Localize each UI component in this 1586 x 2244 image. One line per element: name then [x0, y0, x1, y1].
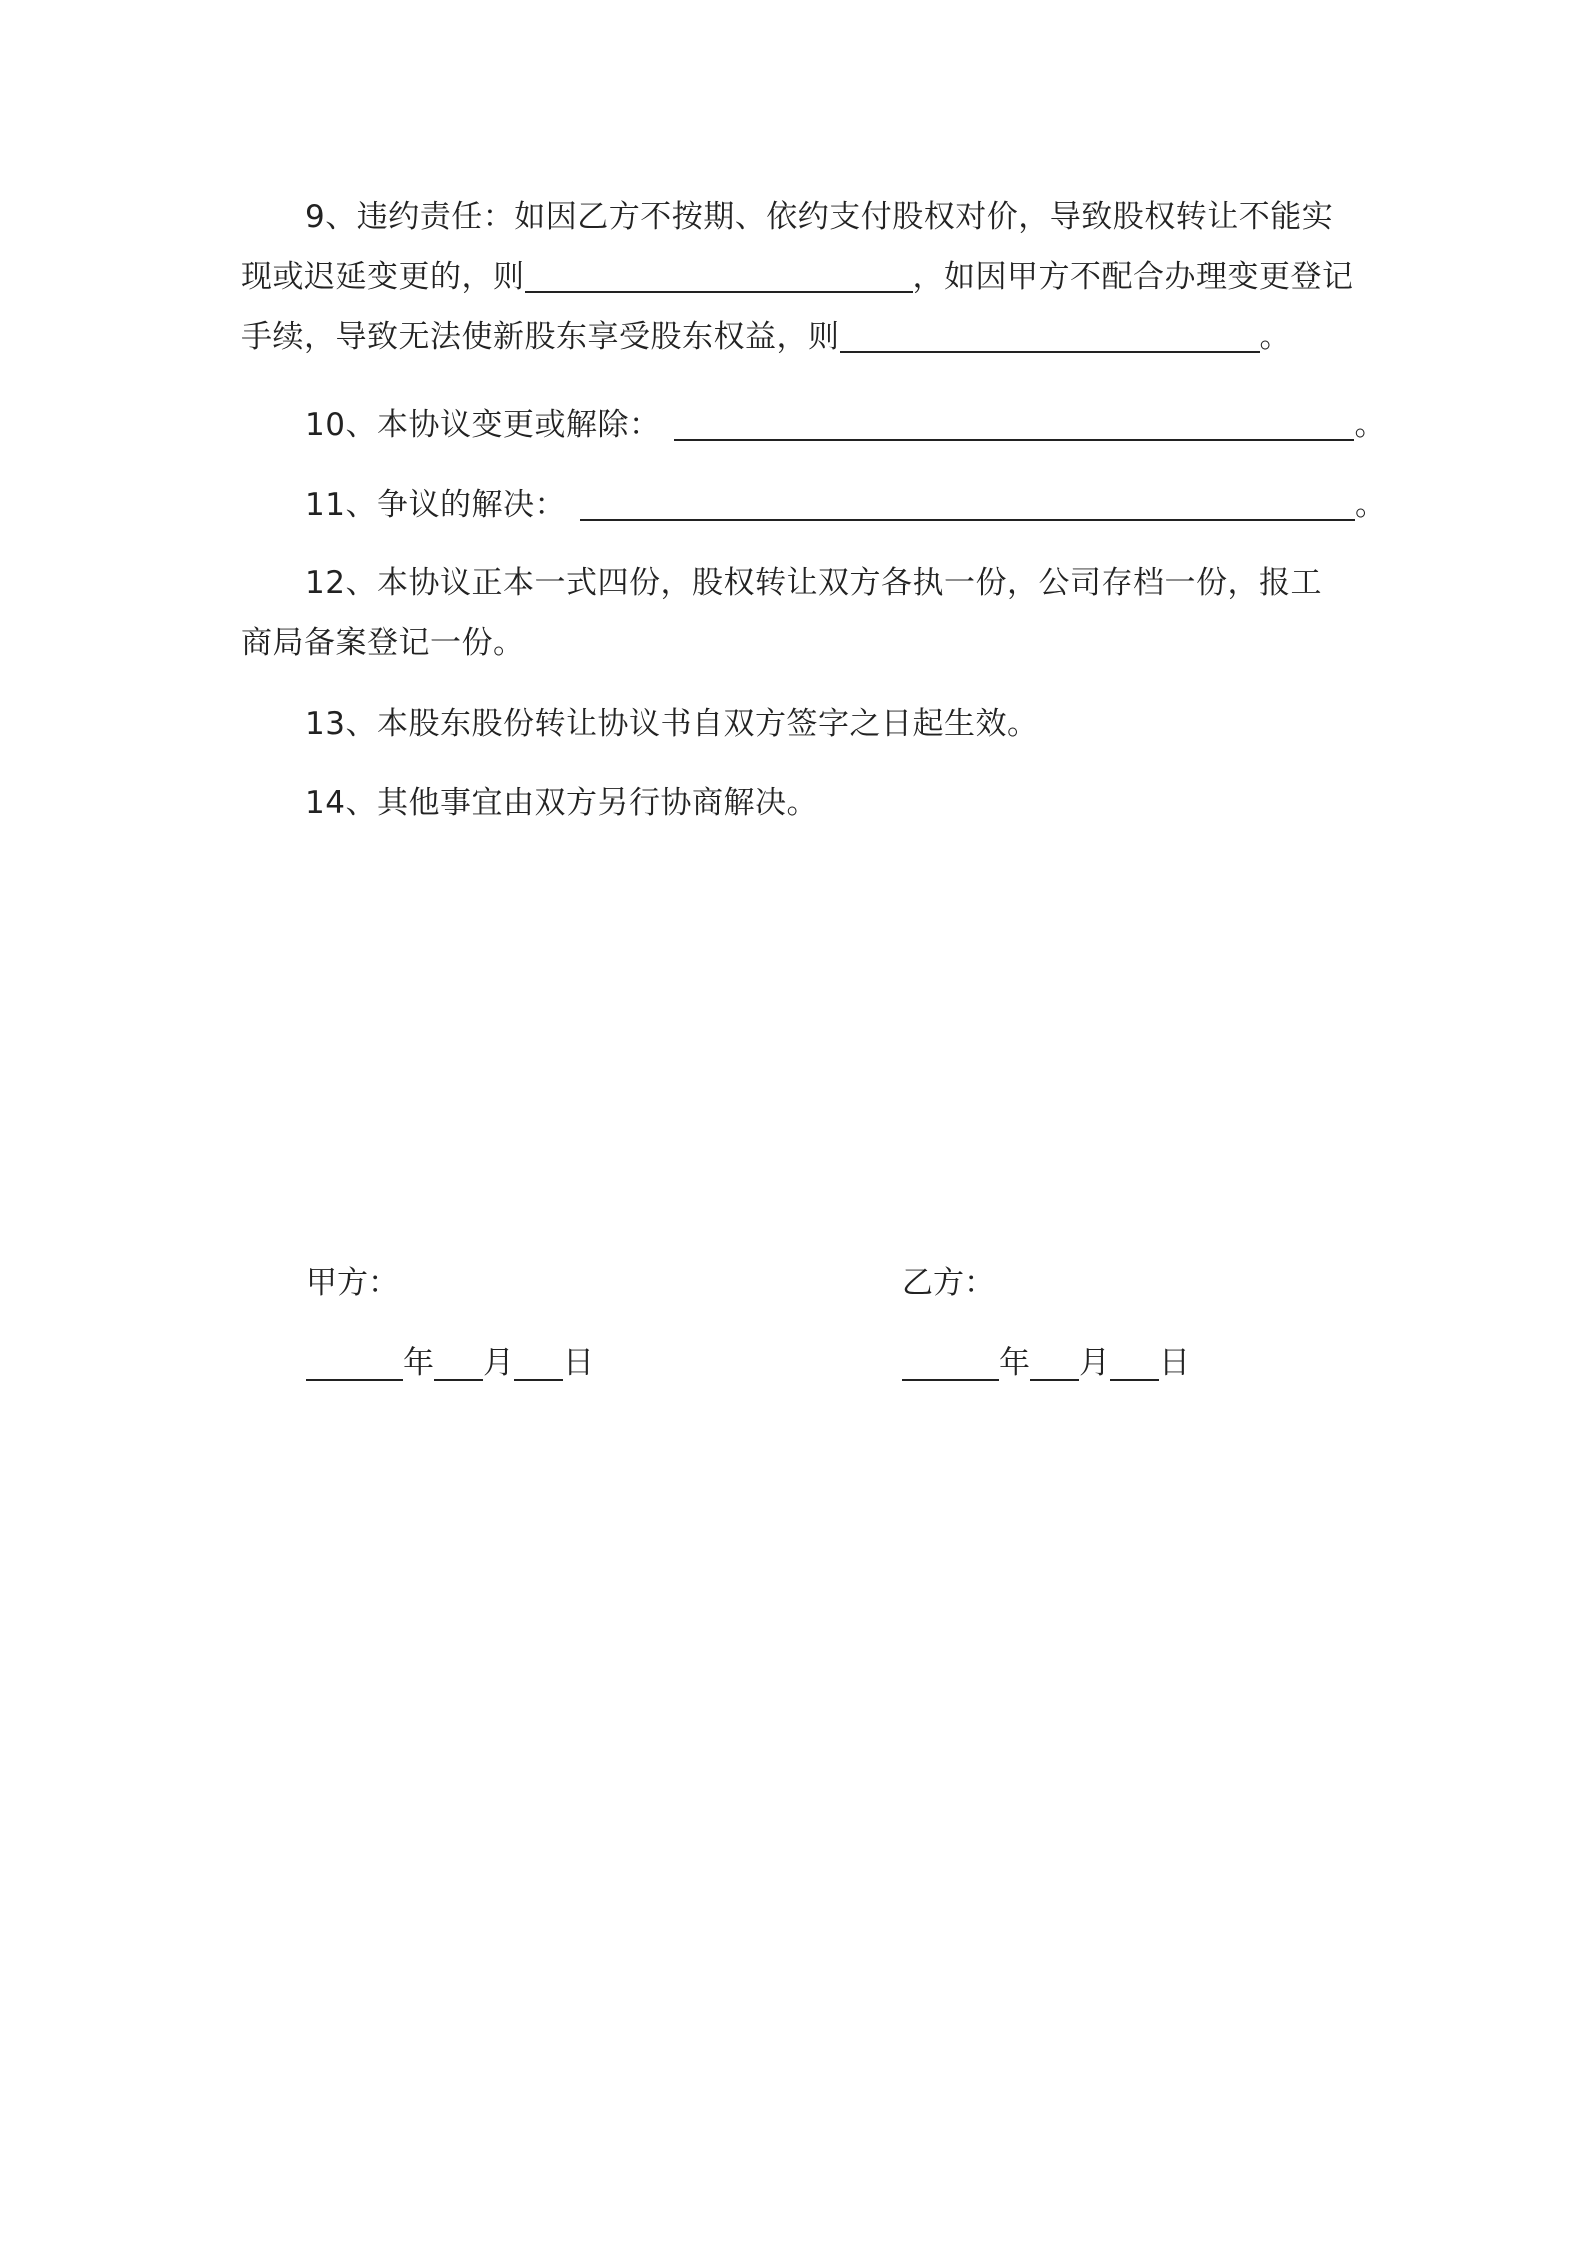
- clause-12-line-1: [305, 553, 1322, 613]
- party-a-label: [306, 1258, 399, 1308]
- clause-12-text-1: 12、本协议正本一式四份，股权转让双方各执一份，公司存档一份，报工: [305, 565, 1322, 601]
- party-a-month-blank[interactable]: [434, 1345, 483, 1381]
- clause-13-text: 13、本股东股份转让协议书自双方签字之日起生效。: [305, 706, 1039, 742]
- clause-10-end: 。: [1354, 407, 1386, 443]
- clause-9-line-2: [241, 247, 1354, 307]
- party-a-date: [306, 1338, 594, 1388]
- clause-9-text-3a: 手续，导致无法使新股东享受股东权益，则: [241, 319, 840, 355]
- party-a-day-label: 日: [563, 1345, 594, 1381]
- party-b-date: [902, 1338, 1190, 1388]
- clause-9-blank-1[interactable]: [525, 253, 913, 293]
- clause-11-line: [305, 475, 1386, 535]
- party-a-label-text: 甲方：: [306, 1265, 399, 1301]
- clause-9-text-3-end: 。: [1259, 319, 1291, 355]
- clause-13-line: [305, 694, 1038, 754]
- party-b-year-blank[interactable]: [902, 1345, 999, 1381]
- clause-10-blank[interactable]: [674, 401, 1354, 441]
- clause-10-text: 10、本协议变更或解除：: [305, 407, 661, 443]
- clause-9-blank-2[interactable]: [840, 313, 1260, 353]
- clause-11-text: 11、争议的解决：: [305, 487, 566, 523]
- clause-9-text-2b: ，如因甲方不配合办理变更登记: [912, 259, 1354, 295]
- party-b-year-label: 年: [999, 1345, 1030, 1381]
- clause-9-text-1: 9、违约责任：如因乙方不按期、依约支付股权对价，导致股权转让不能实: [305, 199, 1334, 235]
- party-a-year-label: 年: [403, 1345, 434, 1381]
- clause-14-text: 14、其他事宜由双方另行协商解决。: [305, 785, 818, 821]
- clause-12-line-2: [241, 613, 525, 673]
- clause-9-text-2a: 现或迟延变更的，则: [241, 259, 525, 295]
- party-b-label-text: 乙方：: [902, 1265, 995, 1301]
- clause-10-line: [305, 395, 1386, 455]
- party-a-year-blank[interactable]: [306, 1345, 403, 1381]
- clause-11-blank[interactable]: [580, 481, 1355, 521]
- clause-9-line-3: [241, 307, 1291, 367]
- party-a-month-label: 月: [483, 1345, 514, 1381]
- party-b-day-blank[interactable]: [1110, 1345, 1159, 1381]
- party-a-day-blank[interactable]: [514, 1345, 563, 1381]
- clause-9-line-1: [305, 187, 1333, 247]
- clause-14-line: [305, 773, 818, 833]
- party-b-month-label: 月: [1079, 1345, 1110, 1381]
- party-b-day-label: 日: [1159, 1345, 1190, 1381]
- party-b-label: [902, 1258, 995, 1308]
- clause-11-end: 。: [1354, 487, 1387, 523]
- clause-12-text-2: 商局备案登记一份。: [241, 625, 525, 661]
- party-b-month-blank[interactable]: [1030, 1345, 1079, 1381]
